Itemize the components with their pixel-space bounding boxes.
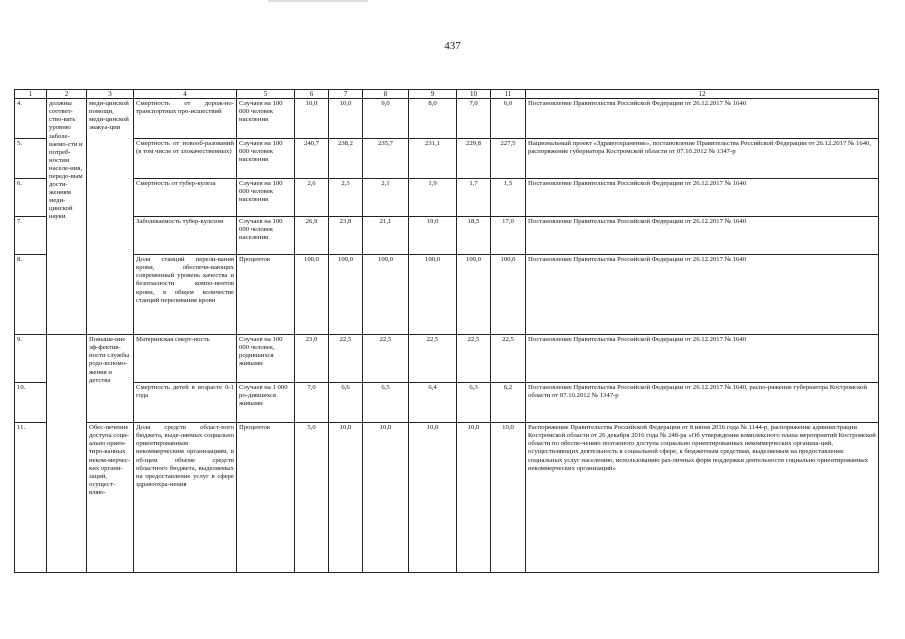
unit-cell: Случаев на 100 000 человек населения (237, 99, 295, 139)
header-cell: 3 (87, 90, 134, 99)
header-cell: 6 (295, 90, 329, 99)
direction-cell: Обес-печение доступа соци-ально ориен-тиро-ванных неком-мерчес-ких органи-заций, осущест-вляю- (87, 423, 134, 573)
value-cell: 10,0 (491, 423, 526, 573)
indicators-table (14, 89, 879, 573)
row-number: 6. (15, 179, 47, 217)
header-cell: 8 (363, 90, 409, 99)
table-row (15, 217, 879, 255)
legal-basis: Постановление Правительства Российской Федерации от 26.12.2017 № 1640 (526, 335, 879, 383)
value-cell: 18,5 (457, 217, 491, 255)
value-cell: 100,0 (329, 255, 363, 335)
direction-cell: Повыше-ние эф-фектив-ности службы родо-вспомо-жения и детства (87, 335, 134, 423)
value-cell: 6,6 (329, 383, 363, 423)
row-number: 7. (15, 217, 47, 255)
header-cell: 1 (15, 90, 47, 99)
header-cell: 11 (491, 90, 526, 99)
row-number: 4. (15, 99, 47, 139)
indicator-name: Доля станций перели-вания крови, обеспечи-вающих современный уровень качества и безопасности компо-нентов крови, в общем количестве станций переливания крови (134, 255, 237, 335)
header-cell: 5 (237, 90, 295, 99)
table-row (15, 335, 879, 383)
table-row (15, 179, 879, 217)
value-cell: 19,0 (409, 217, 457, 255)
unit-cell: Случаев на 100 000 человек населения (237, 179, 295, 217)
value-cell: 6,2 (491, 383, 526, 423)
row-number: 5. (15, 139, 47, 179)
value-cell: 240,7 (295, 139, 329, 179)
row-number: 10. (15, 383, 47, 423)
value-cell: 9,0 (363, 99, 409, 139)
indicator-name: Смертность детей в возрасте 0-1 года (134, 383, 237, 423)
value-cell: 10,0 (409, 423, 457, 573)
value-cell: 2,6 (295, 179, 329, 217)
value-cell: 238,2 (329, 139, 363, 179)
value-cell: 10,0 (329, 423, 363, 573)
value-cell: 1,7 (457, 179, 491, 217)
value-cell: 26,9 (295, 217, 329, 255)
value-cell: 10,0 (295, 99, 329, 139)
table-row (15, 383, 879, 423)
direction-cell: меди-цинской помощи, меди-цинской эвакуа-ции (87, 99, 134, 335)
value-cell: 6,3 (457, 383, 491, 423)
value-cell: 231,1 (409, 139, 457, 179)
header-cell: 7 (329, 90, 363, 99)
legal-basis: Постановление Правительства Российской Федерации от 26.12.2017 № 1640 (526, 255, 879, 335)
value-cell: 1,5 (491, 179, 526, 217)
table-row (15, 139, 879, 179)
unit-cell: Процентов (237, 255, 295, 335)
value-cell: 22,5 (329, 335, 363, 383)
value-cell: 6,0 (491, 99, 526, 139)
row-number: 8. (15, 255, 47, 335)
header-cell: 10 (457, 90, 491, 99)
header-cell: 12 (526, 90, 879, 99)
value-cell: 2,3 (329, 179, 363, 217)
value-cell: 8,0 (409, 99, 457, 139)
value-cell: 17,0 (491, 217, 526, 255)
value-cell: 7,0 (295, 383, 329, 423)
table-row (15, 255, 879, 335)
value-cell: 7,0 (457, 99, 491, 139)
unit-cell: Случаев на 100 000 человек населения (237, 139, 295, 179)
value-cell: 227,5 (491, 139, 526, 179)
legal-basis: Постановление Правительства Российской Федерации от 26.12.2017 № 1640, распо-ряжение губернатора Костромской области от 07.10.2012 № 1347-р (526, 383, 879, 423)
value-cell: 235,7 (363, 139, 409, 179)
legal-basis: Постановление Правительства Российской Федерации от 26.12.2017 № 1640 (526, 99, 879, 139)
value-cell: 6,5 (363, 383, 409, 423)
indicator-name: Доля средств област-ного бюджета, выде-ляемых социально ориентированным некоммерческим организациям, в об-щем объеме средств областного бюджета, выделяемых на предоставление услуг в сфере здравоохра-нения (134, 423, 237, 573)
header-cell: 9 (409, 90, 457, 99)
goal-cell-empty (47, 335, 87, 573)
value-cell: 23,8 (329, 217, 363, 255)
value-cell: 10,0 (363, 423, 409, 573)
value-cell: 10,0 (329, 99, 363, 139)
value-cell: 1,9 (409, 179, 457, 217)
value-cell: 100,0 (491, 255, 526, 335)
unit-cell: Процентов (237, 423, 295, 573)
value-cell: 22,5 (491, 335, 526, 383)
unit-cell: Случаев на 100 000 человек населения (237, 217, 295, 255)
value-cell: 229,8 (457, 139, 491, 179)
unit-cell: Случаев на 1 000 ро-дившихся живыми (237, 383, 295, 423)
value-cell: 23,0 (295, 335, 329, 383)
value-cell: 100,0 (363, 255, 409, 335)
value-cell: 2,1 (363, 179, 409, 217)
indicator-name: Смертность от тубер-кулеза (134, 179, 237, 217)
indicator-name: Смертность от новооб-разований (в том числе от злокачественных) (134, 139, 237, 179)
indicator-name: Материнская смерт-ность (134, 335, 237, 383)
table-row (15, 423, 879, 573)
legal-basis: Постановление Правительства Российской Федерации от 26.12.2017 № 1640 (526, 179, 879, 217)
header-cell: 4 (134, 90, 237, 99)
row-number: 11. (15, 423, 47, 573)
value-cell: 100,0 (409, 255, 457, 335)
value-cell: 6,4 (409, 383, 457, 423)
legal-basis: Распоряжение Правительства Российской Федерации от 8 июня 2016 года № 1144-р, распоряжение администрации Костромской области от 26 декабря 2016 года № 248-ра «Об утверждении комплексного плана мероприятий Костромской области по обеспе-чению поэтапного доступа социально ориентированных некоммерческих организа-ций, осуществляющих деятельность в социальной сфере, к бюджетным средствам, выделяемым на предоставление социальных услуг населению, использованию раз-личных форм поддержки деятельности социально ориентированных некоммерческих организаций» (526, 423, 879, 573)
legal-basis: Национальный проект «Здравоохранение», постановление Правительства Российской Федерации от 26.12.2017 № 1640, распоряжение губернатора Костромской области от 07.10.2012 № 1347-р (526, 139, 879, 179)
value-cell: 100,0 (295, 255, 329, 335)
value-cell: 21,1 (363, 217, 409, 255)
page-number: 437 (444, 40, 461, 52)
goal-cell: должны соответ-ство-вать уровню заболе-ваемо-сти и потреб-ностям населе-ния, передо-вым дости-жениям меди-цинской науки (47, 99, 87, 335)
legal-basis: Постановление Правительства Российской Федерации от 26.12.2017 № 1640 (526, 217, 879, 255)
indicator-name: Заболеваемость тубер-кулезом (134, 217, 237, 255)
value-cell: 100,0 (457, 255, 491, 335)
row-number: 9. (15, 335, 47, 383)
indicator-name: Смертность от дорож-но-транспортных про-исшествий (134, 99, 237, 139)
value-cell: 22,5 (457, 335, 491, 383)
table-row (15, 99, 879, 139)
table-header-row (15, 90, 879, 99)
value-cell: 22,5 (363, 335, 409, 383)
header-cell: 2 (47, 90, 87, 99)
scan-artifact (268, 0, 368, 2)
value-cell: 5,0 (295, 423, 329, 573)
value-cell: 22,5 (409, 335, 457, 383)
value-cell: 10,0 (457, 423, 491, 573)
unit-cell: Случаев на 100 000 человек, родившихся живыми (237, 335, 295, 383)
